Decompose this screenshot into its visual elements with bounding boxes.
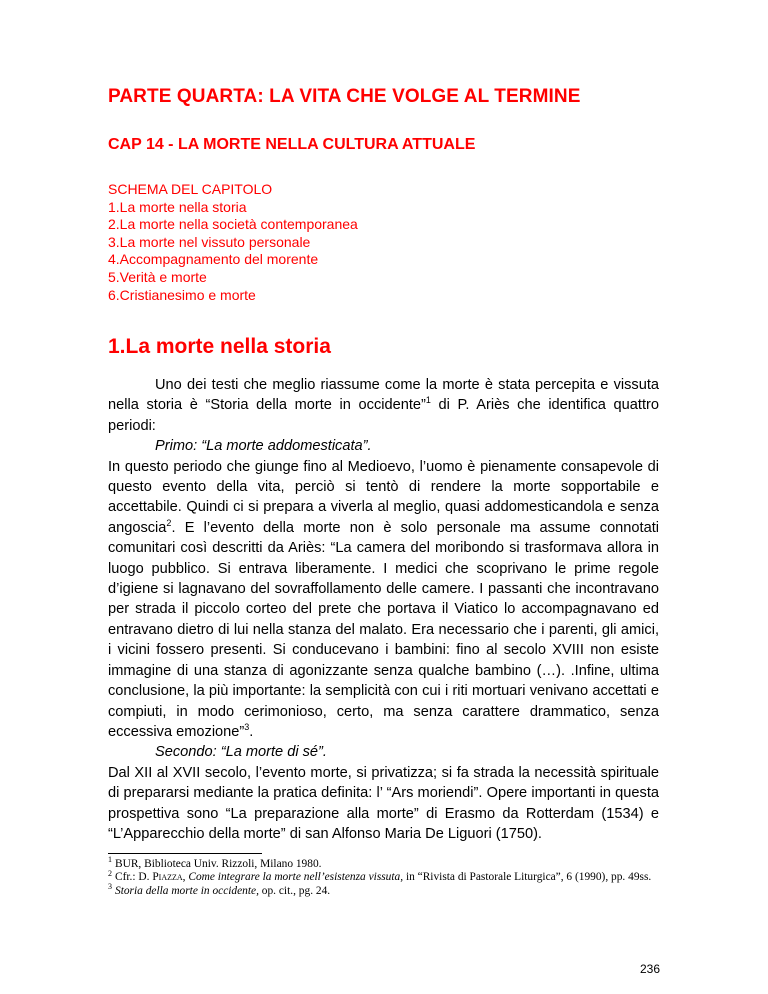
primo-paragraph: [108, 457, 659, 743]
primo-text-end: .: [249, 723, 254, 740]
outline-item: 1.La morte nella storia: [108, 198, 247, 215]
page-number: 236: [639, 962, 660, 976]
footnote-text: in “Rivista di Pastorale Liturgica”, 6 (1990), pp. 49ss.: [403, 871, 652, 884]
body-text: [108, 375, 659, 844]
period-heading-secondo: Secondo: “La morte di sé”.: [155, 744, 327, 761]
footnote-text: BUR, Biblioteca Univ. Rizzoli, Milano 1980.: [115, 858, 322, 870]
footnote-author: Piazza: [152, 871, 183, 884]
footnote-ref: 1: [425, 395, 431, 406]
footnote-number: 3: [108, 882, 112, 892]
outline-item: 5.Verità e morte: [108, 268, 207, 285]
chapter-outline: [108, 181, 358, 304]
period-heading-primo: Primo: “La morte addomesticata”.: [155, 438, 372, 455]
footnote-separator: [108, 853, 262, 854]
outline-item: 2.La morte nella società contemporanea: [108, 216, 358, 233]
intro-text-cont: di P. Ariès che identifica quattro periodi:: [108, 397, 659, 434]
footnote-title: Storia della morte in occidente,: [115, 884, 259, 897]
footnote-number: 1: [108, 855, 112, 865]
outline-item: 3.La morte nel vissuto personale: [108, 233, 311, 250]
section-title: 1.La morte nella storia: [108, 335, 331, 358]
part-title: PARTE QUARTA: LA VITA CHE VOLGE AL TERMINE: [108, 86, 581, 107]
primo-text-cont: . E l’evento della morte non è solo personale ma assume connotati comunitari così descritti da Ariès: “La camera del moribondo si trasformava allora in luogo pubblico. Si entrava liberamente. I medici che scoprivano le prime regole d’igiene si lagnavano del sovraffollamento delle camere. I passanti che incontravano per strada il piccolo corteo del prete che portava il Viatico lo accompagnavano ed entravano dietro di lui nella stanza del malato. Era necessario che i parenti, gli amici, i vicini fossero presenti. Si conducevano i bambini: fino al secolo XVIII non esiste immagine di una stanza di agonizzante senza qualche bambino (…). .Infine, ultima conclusione, la più importante: la semplicità con cui i riti mortuari venivano accettati e compiuti, in modo cerimonioso, certo, ma senza carattere drammatico, senza eccessiva emozione”: [108, 519, 659, 740]
outline-item: 4.Accompagnamento del morente: [108, 251, 319, 268]
intro-paragraph: [108, 375, 659, 436]
secondo-paragraph: Dal XII al XVII secolo, l’evento morte, si privatizza; si fa strada la necessità spirituale di prepararsi mediante la pratica definita: l’ “Ars moriendi”. Opere importanti in questa prospettiva sono “La preparazione alla morte” di Erasmo da Rotterdam (1534) e “L’Apparecchio della morte” di san Alfonso Maria De Liguori (1750).: [108, 764, 659, 842]
outline-item: 6.Cristianesimo e morte: [108, 286, 256, 303]
footnote-ref: 2: [166, 517, 172, 528]
footnote: [108, 855, 659, 871]
footnote-title: Come integrare la morte nell’esistenza vissuta,: [188, 871, 404, 884]
outline-heading: SCHEMA DEL CAPITOLO: [108, 181, 273, 197]
chapter-title: CAP 14 - LA MORTE NELLA CULTURA ATTUALE: [108, 136, 476, 153]
footnotes: [108, 855, 659, 898]
footnote: [108, 882, 659, 898]
footnote-number: 2: [108, 868, 112, 878]
intro-text: Uno dei testi che meglio riassume come la morte è stata percepita e vissuta nella storia è “Storia della morte in occidente”: [108, 377, 659, 414]
footnote-text: Cfr.: D.: [115, 871, 153, 884]
footnote-ref: 3: [244, 722, 250, 733]
footnote-text: op. cit., pg. 24.: [258, 884, 331, 897]
footnote: $^2$ Cfr.: D. Piazza, Come integrare la morte nell’esistenza vissuta, in “Rivista di Pastorale Liturgica”, 6 (1990), pp. 49ss.: [108, 868, 652, 884]
primo-text: In questo periodo che giunge fino al Medioevo, l’uomo è pienamente consapevole di questo evento della vita, perciò si tentò di rendere la morte sopportabile e accettabile. Quindi ci si prepara a viverla al meglio, quasi addomesticandola e senza angoscia: [108, 458, 659, 536]
